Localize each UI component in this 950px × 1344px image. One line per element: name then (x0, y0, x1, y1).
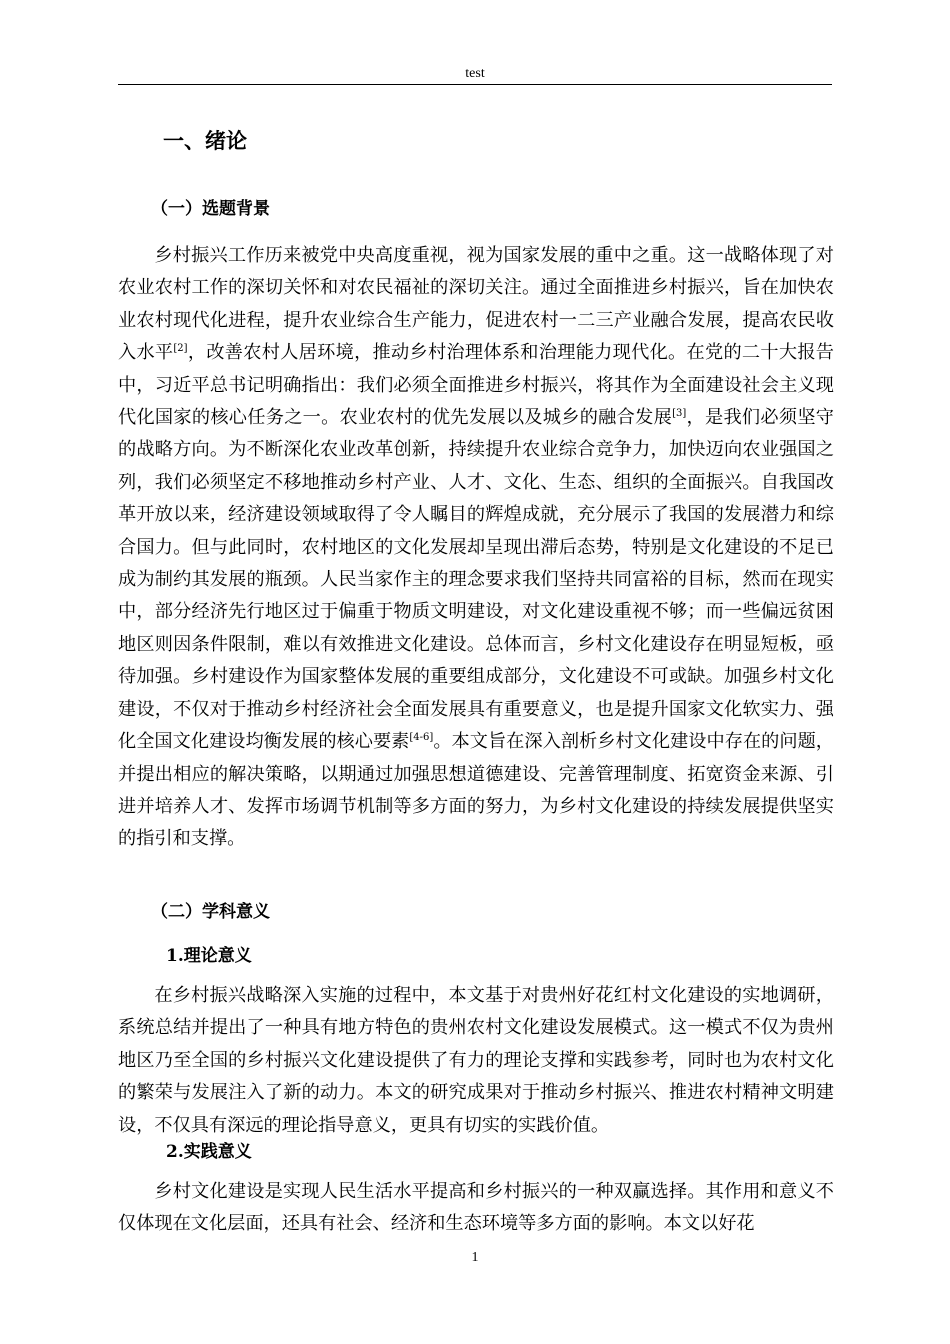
citation-reference: [3] (672, 408, 687, 420)
subheading-theoretical: 1.理论意义 (166, 946, 252, 966)
paragraph-text-segment: 乡村振兴工作历来被党中央高度重视，视为国家发展的重中之重。这一战略体现了对农业农村工作的深切关怀和对农民福祉的深切关注。通过全面推进乡村振兴，旨在加快农业农村现代化进程，提升农业综合生产能力，促进农村一二三产业融合发展，提高农民收入水平 (118, 245, 834, 364)
section-heading-background: （一）选题背景 (151, 199, 270, 219)
paragraph-text-segment: ，改善农村人居环境，推动乡村治理体系和治理能力现代化。在党的二十大报告中，习近平总书记明确指出：我们必须全面推进乡村振兴，将其作为全面建设社会主义现代化国家的核心任务之一。农业农村的优先发展以及城乡的融合发展 (118, 342, 834, 429)
practical-paragraph: 乡村文化建设是实现人民生活水平提高和乡村振兴的一种双赢选择。其作用和意义不仅体现在文化层面，还具有社会、经济和生态环境等多方面的影响。本文以好花 (118, 1181, 834, 1235)
citation-reference: [4-6] (409, 732, 434, 744)
running-header: test (465, 66, 485, 81)
section-heading-significance: （二）学科意义 (151, 902, 270, 922)
theoretical-paragraph: 在乡村振兴战略深入实施的过程中，本文基于对贵州好花红村文化建设的实地调研，系统总结并提出了一种具有地方特色的贵州农村文化建设发展模式。这一模式不仅为贵州地区乃至全国的乡村振兴文化建设提供了有力的理论支撑和实践参考，同时也为农村文化的繁荣与发展注入了新的动力。本文的研究成果对于推动乡村振兴、推进农村精神文明建设，不仅具有深远的理论指导意义，更具有切实的实践价值。 (118, 985, 834, 1136)
chapter-heading: 一、绪论 (163, 129, 247, 153)
background-paragraph (118, 240, 834, 856)
subheading-practical: 2.实践意义 (166, 1142, 252, 1162)
paragraph-text-segment: 。本文旨在深入剖析乡村文化建设中存在的问题，并提出相应的解决策略，以期通过加强思想道德建设、完善管理制度、拓宽资金来源、引进并培养人才、发挥市场调节机制等多方面的努力，为乡村文化建设的持续发展提供坚实的指引和支撑。 (118, 731, 834, 850)
citation-reference: [2] (173, 343, 188, 355)
paragraph-text-segment: ，是我们必须坚守的战略方向。为不断深化农业改革创新，持续提升农业综合竞争力，加快迈向农业强国之列，我们必须坚定不移地推动乡村产业、人才、文化、生态、组织的全面振兴。自我国改革开放以来，经济建设领域取得了令人瞩目的辉煌成就，充分展示了我国的发展潜力和综合国力。但与此同时，农村地区的文化发展却呈现出滞后态势，特别是文化建设的不足已成为制约其发展的瓶颈。人民当家作主的理念要求我们坚持共同富裕的目标，然而在现实中，部分经济先行地区过于偏重于物质文明建设，对文化建设重视不够；而一些偏远贫困地区则因条件限制，难以有效推进文化建设。总体而言，乡村文化建设存在明显短板，亟待加强。乡村建设作为国家整体发展的重要组成部分，文化建设不可或缺。加强乡村文化建设，不仅对于推动乡村经济社会全面发展具有重要意义，也是提升国家文化软实力、强化全国文化建设均衡发展的核心要素 (118, 407, 834, 753)
header-rule (118, 84, 832, 85)
page-number: 1 (471, 1250, 479, 1265)
